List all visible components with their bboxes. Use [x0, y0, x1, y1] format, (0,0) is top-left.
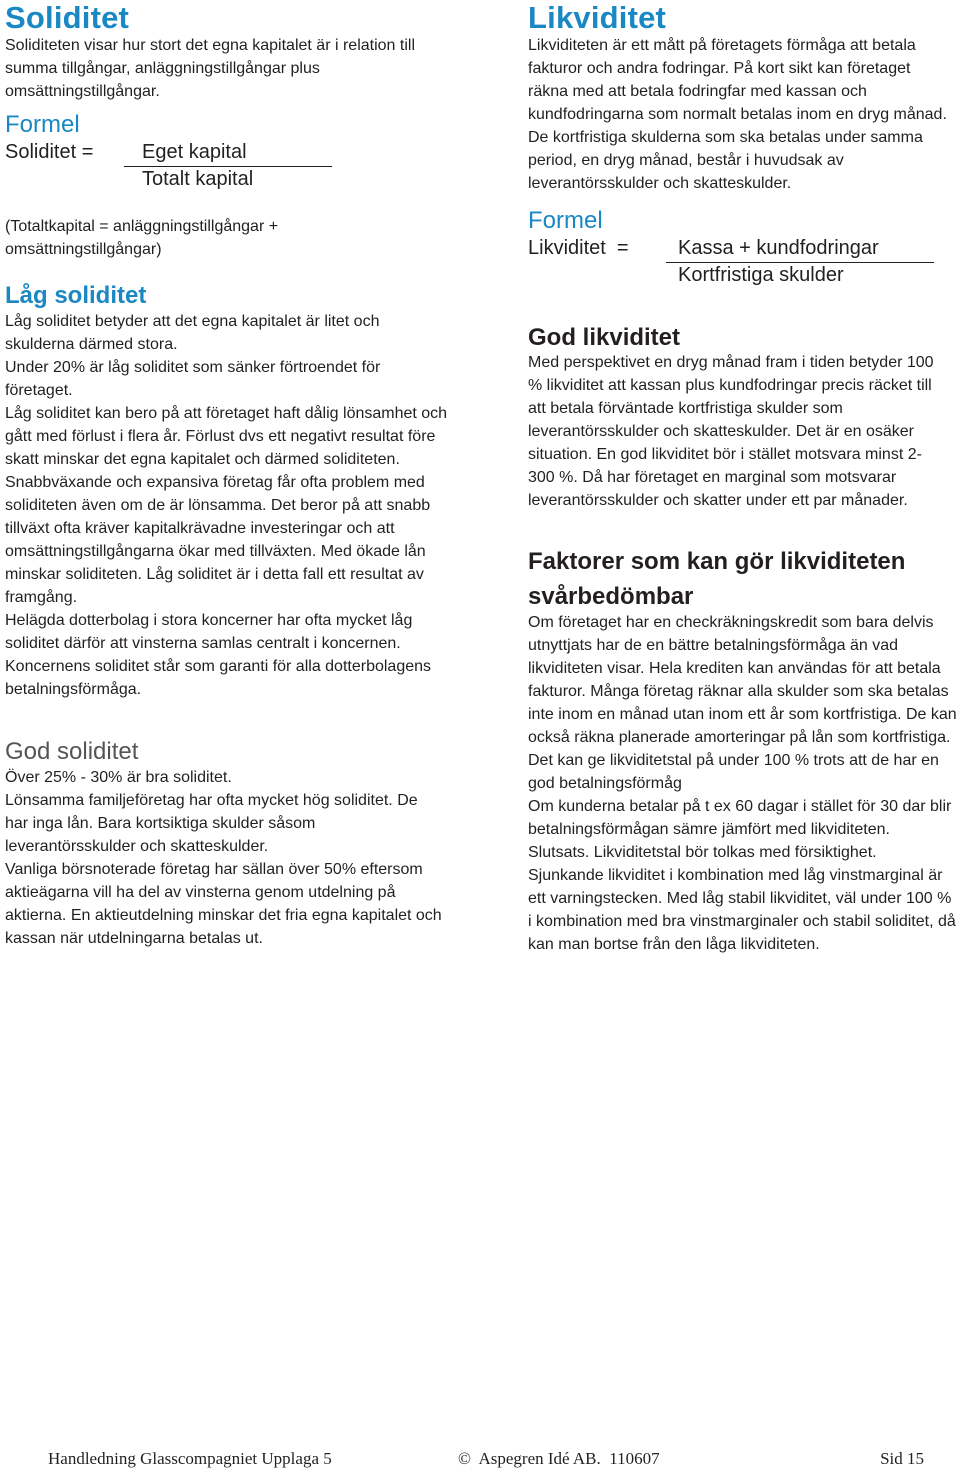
footer-copyright: © Aspegren Idé AB. 110607: [458, 1449, 660, 1468]
left-column: [5, 0, 460, 950]
soliditet-formula-heading: Formel: [5, 111, 80, 138]
good-likviditet-heading: God likviditet: [528, 324, 681, 351]
factors-paragraph: Om företaget har en checkräkningskredit som bara delvis utnyttjats har de en bättre betalningsförmåga än vad likviditeten visar. Hela krediten kan användas för att betala fakturor. Många företag räknar alla skulder som ska betalas inte inom en månad utan inom ett år som kortfristiga. De kan också räkna planerade amorteringar på lån som kortfristiga. Det kan ge likviditetstal på under 100 % trots att de har en god betalningsförmåg: [528, 614, 957, 792]
likviditet-formula-numerator: Kassa + kundfodringar: [666, 235, 934, 263]
low-soliditet-heading: Låg soliditet: [5, 282, 147, 309]
right-column: [528, 0, 958, 956]
factors-paragraph: Slutsats. Likviditetstal bör tolkas med försiktighet. Sjunkande likviditet i kombination med låg vinstmarginal är ett varningstecken. Med låg stabil likviditet, väl under 100 % i kombination med bra vinstmarginaler och stabil soliditet, då kan man bortse från den låga likviditeten.: [528, 844, 956, 953]
likviditet-title: Likviditet: [528, 0, 667, 35]
good-soliditet-paragraph: Lönsamma familjeföretag har ofta mycket hög soliditet. De har inga lån. Bara kortsiktiga skulder såsom leverantörsskulder och skatteskulder.: [5, 792, 418, 855]
low-soliditet-paragraph: Snabbväxande och expansiva företag får ofta problem med soliditeten även om de är lönsamma. Det beror på att snabb tillväxt ofta kräver kapitalkrävadne investeringar och att omsättningstillgångarna ökar med tillväxten. Med ökade lån minskar soliditeten. Låg soliditet är i detta fall ett resultat av framgång.: [5, 474, 431, 606]
good-likviditet-text: Med perspektivet en dryg månad fram i tiden betyder 100 % likviditet att kassan plus kundfodringar precis räcket till att betala förväntade kortfristiga skulder som leverantörsskulder och skatteskulder. Det är en osäker situation. En god likviditet bör i stället motsvara minst 2-300 %. Då har företaget en marginal som motsvarar leverantörsskulder och skatter under ett par månader.: [528, 354, 934, 509]
good-soliditet-paragraph: Över 25% - 30% är bra soliditet.: [5, 769, 232, 786]
soliditet-formula-label: Soliditet =: [5, 141, 94, 163]
low-soliditet-text: [5, 310, 460, 701]
good-soliditet-text: [5, 766, 460, 950]
likviditet-formula-label: Likviditet =: [528, 237, 629, 259]
soliditet-formula-denominator-row: [5, 166, 460, 193]
soliditet-formula-denominator: Totalt kapital: [142, 168, 254, 190]
good-soliditet-heading: God soliditet: [5, 738, 139, 765]
soliditet-formula-note: (Totaltkapital = anläggningstillgångar + omsättningstillgångar): [5, 218, 279, 258]
soliditet-title: Soliditet: [5, 0, 130, 35]
soliditet-formula-numerator: Eget kapital: [124, 139, 332, 167]
page-footer: [48, 1449, 928, 1475]
soliditet-formula: [5, 139, 460, 166]
low-soliditet-paragraph: Under 20% är låg soliditet som sänker förtroendet för företaget.: [5, 359, 381, 399]
likviditet-formula-denominator: Kortfristiga skulder: [678, 264, 844, 286]
factors-paragraph: Om kunderna betalar på t ex 60 dagar i stället för 30 dar blir betalningsförmågan sämre jämfört med likviditeten.: [528, 798, 952, 838]
footer-page-number: Sid 15: [880, 1449, 924, 1468]
low-soliditet-paragraph: Låg soliditet betyder att det egna kapitalet är litet och skulderna därmed stora.: [5, 313, 380, 353]
likviditet-formula-heading: Formel: [528, 207, 603, 234]
low-soliditet-paragraph: Låg soliditet kan bero på att företaget haft dålig lönsamhet och gått med förlust i flera år. Förlust dvs ett negativt resultat före skatt minskar det egna kapitalet och därmed soliditeten.: [5, 405, 448, 468]
factors-heading: Faktorer som kan gör likviditeten svårbedömbar: [528, 548, 906, 610]
likviditet-formula: [528, 235, 958, 262]
likviditet-intro: Likviditeten är ett mått på företagets förmåga att betala fakturor och andra fodringar. På kort sikt kan företaget räkna med att betala fodringfar med kassan och kundfodringarna som normalt betalas inom en dryg månad. De kortfristiga skulderna som ska betalas under samma period, en dryg månad, består i huvudsak av leverantörsskulder och skatteskulder.: [528, 37, 947, 192]
soliditet-intro: Soliditeten visar hur stort det egna kapitalet är i relation till summa tillgångar, anläggningstillgångar plus omsättningstillgångar.: [5, 37, 415, 100]
likviditet-formula-denominator-row: [528, 262, 958, 289]
good-soliditet-paragraph: Vanliga börsnoterade företag har sällan över 50% eftersom aktieägarna vill ha del av vinsterna genom utdelning på aktierna. En aktieutdelning minskar det fria egna kapitalet och kassan när utdelningarna betalas ut.: [5, 861, 442, 947]
low-soliditet-paragraph: Helägda dotterbolag i stora koncerner har ofta mycket låg soliditet därför att vinsterna samlas centralt i koncernen. Koncernens soliditet står som garanti för alla dotterbolagens betalningsförmåga.: [5, 612, 432, 698]
factors-text: [528, 611, 958, 956]
footer-publication: Handledning Glasscompagniet Upplaga 5: [48, 1449, 332, 1468]
